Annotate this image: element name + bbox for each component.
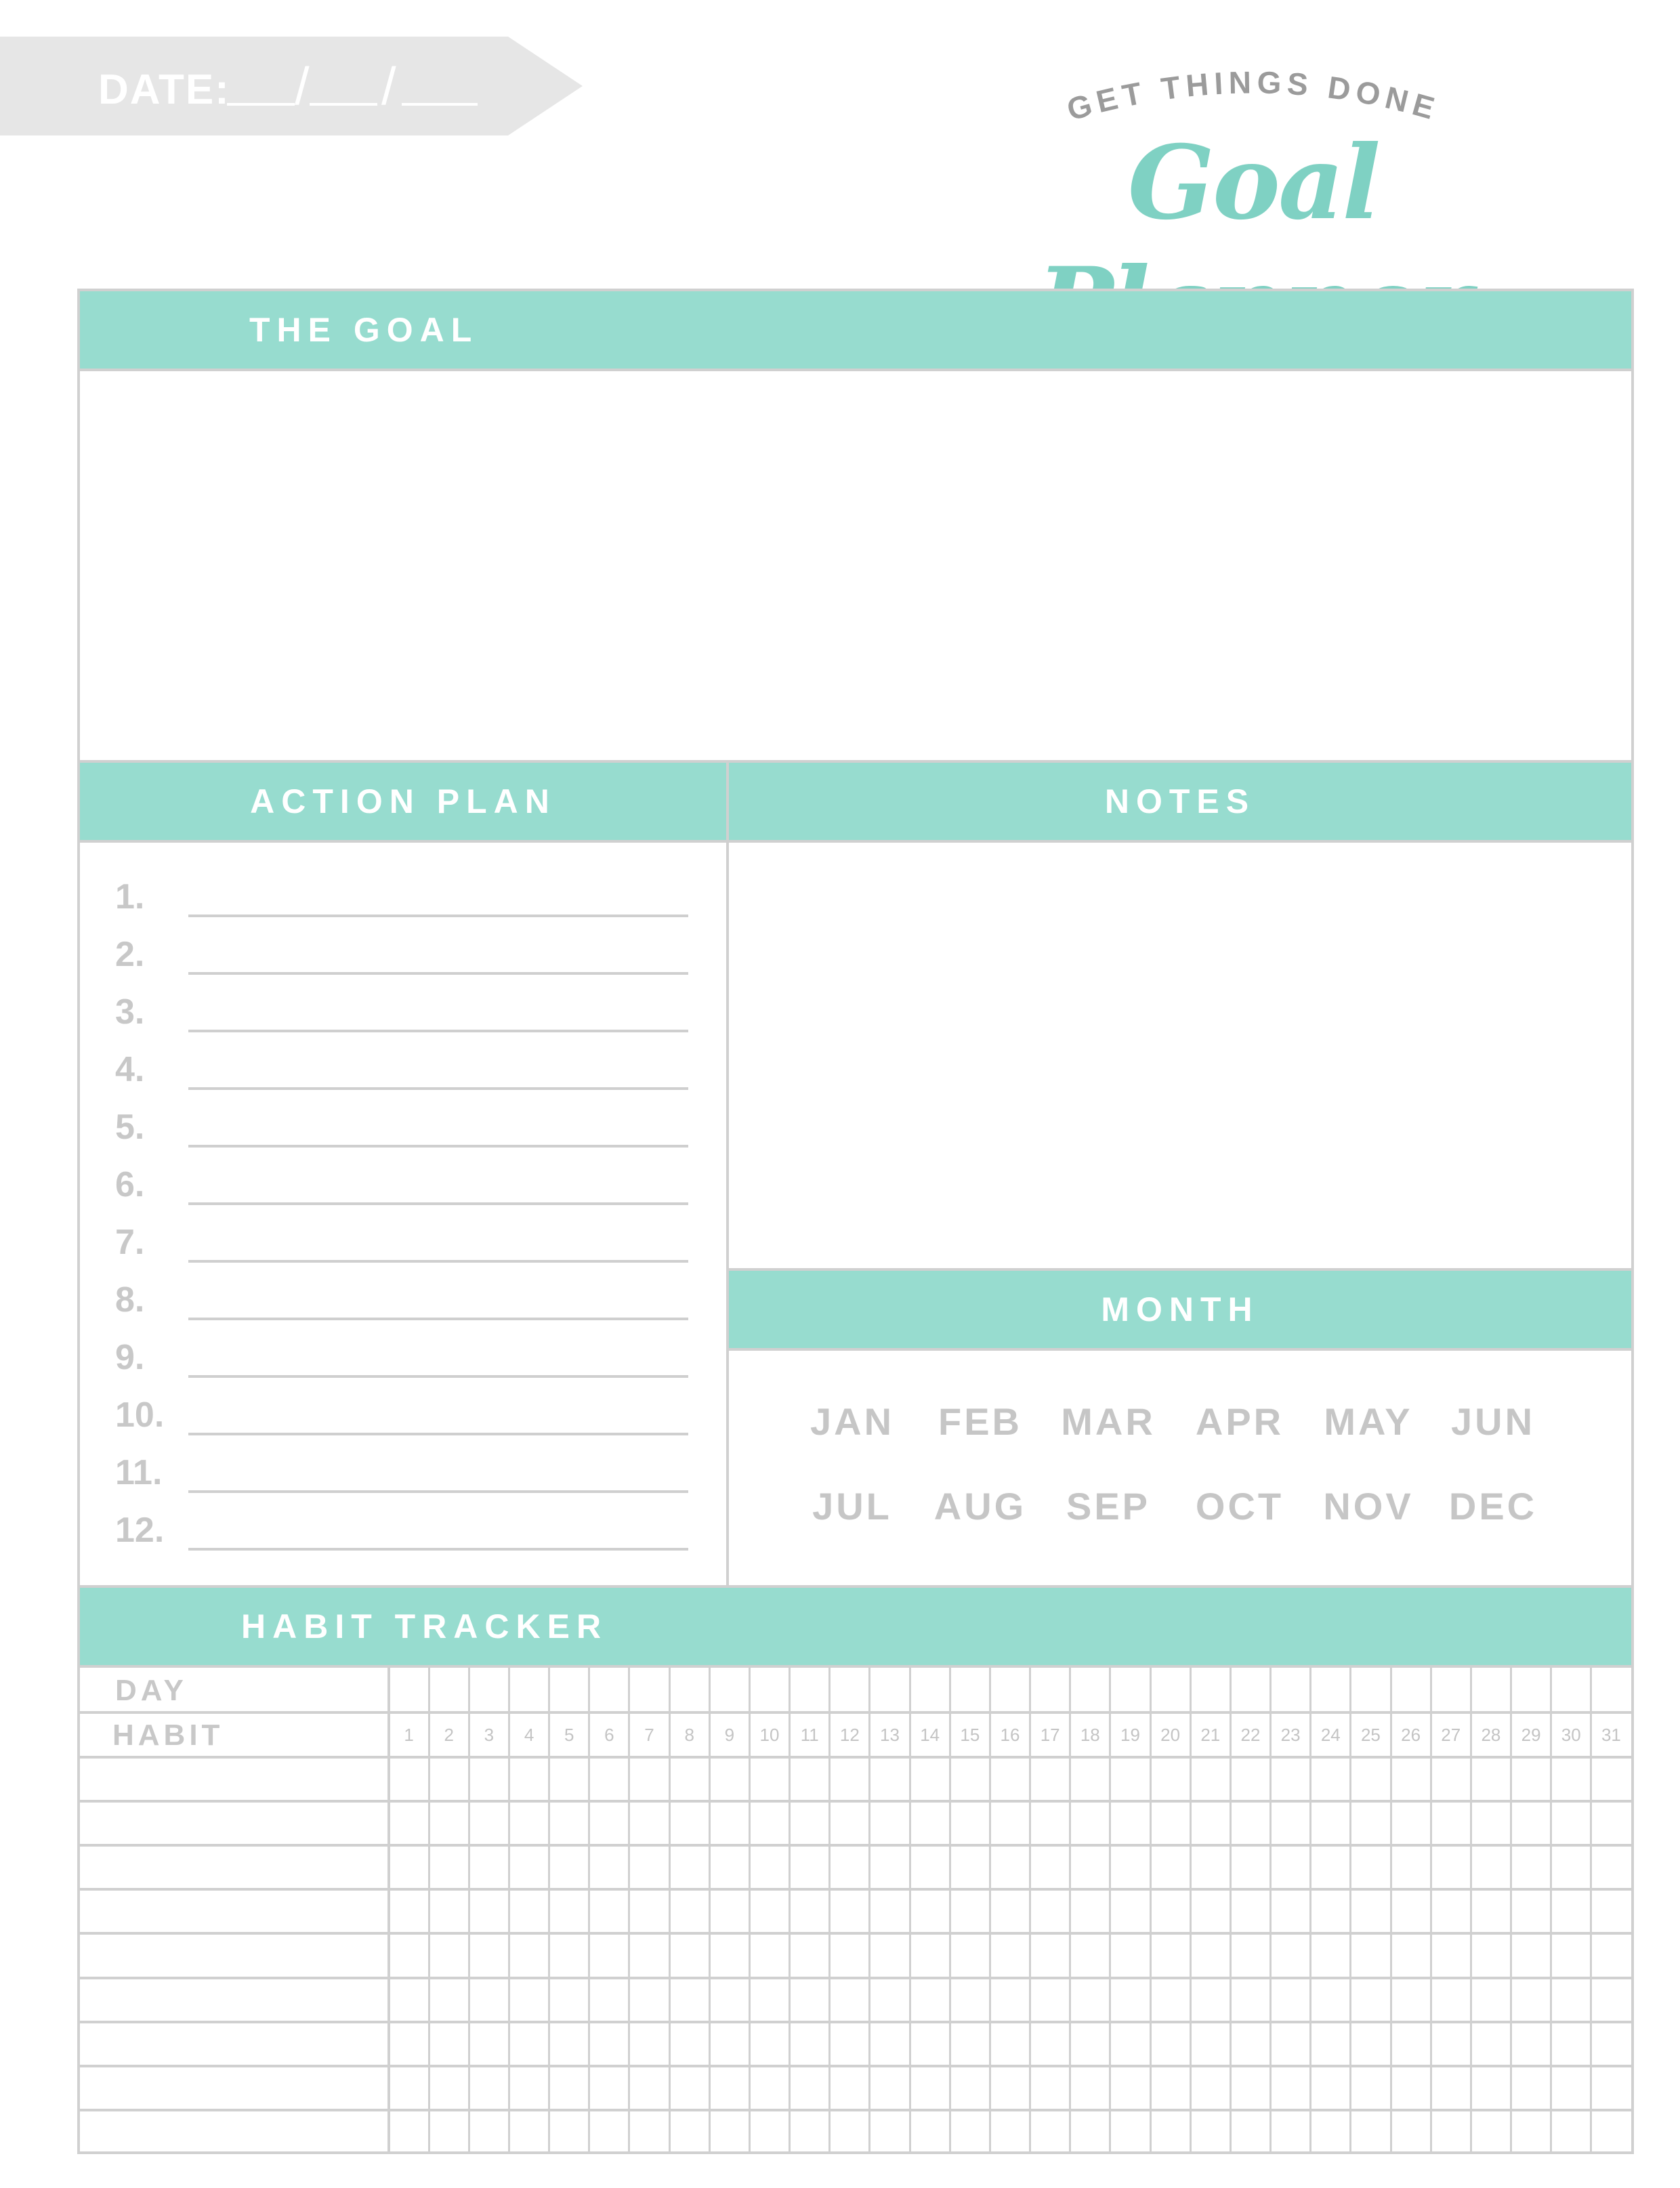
action-item-number: 5. [115,1108,145,1147]
habit-tracker-panel [77,1585,1634,2154]
action-item-line [188,1490,688,1493]
action-item-number: 11. [115,1453,163,1492]
action-item-number: 7. [115,1223,145,1262]
page-title: Goal [1127,123,1379,243]
action-item[interactable] [80,1106,726,1153]
day-number: 27 [1441,1725,1461,1745]
month-option[interactable]: OCT [1195,1485,1284,1528]
goal-writing-area[interactable] [80,371,1631,763]
day-number: 25 [1360,1725,1381,1745]
month-option[interactable]: MAR [1061,1400,1156,1443]
month-option[interactable]: SEP [1066,1485,1151,1528]
date-field[interactable] [227,58,484,119]
day-number: 6 [604,1725,614,1745]
day-number: 11 [800,1725,819,1745]
action-plan-title: ACTION PLAN [250,782,556,820]
action-item-line [188,1318,688,1320]
day-number: 23 [1280,1725,1301,1745]
action-item[interactable] [80,1509,726,1556]
action-item[interactable] [80,1163,726,1211]
notes-header [729,763,1631,840]
habit-grid [80,1668,1631,2154]
month-header [729,1271,1631,1348]
day-number: 4 [524,1725,534,1745]
day-number: 2 [444,1725,454,1745]
action-item-number: 1. [115,877,145,917]
habit-name-cell[interactable] [80,1935,386,1976]
day-number: 17 [1040,1725,1060,1745]
action-plan-panel [77,760,729,1588]
action-item-number: 2. [115,935,145,974]
notes-title: NOTES [1104,782,1256,820]
day-number: 21 [1200,1725,1221,1745]
habit-name-cell[interactable] [80,1979,386,2021]
action-item[interactable] [80,1221,726,1268]
action-item[interactable] [80,933,726,980]
action-item-line [188,1087,688,1090]
action-item[interactable] [80,1393,726,1441]
action-item-line [188,914,688,917]
action-item-number: 8. [115,1280,145,1320]
notes-writing-area[interactable] [729,843,1631,1272]
month-option[interactable]: JAN [810,1400,895,1443]
action-item-number: 6. [115,1165,145,1204]
month-option[interactable]: NOV [1323,1485,1414,1528]
day-number: 5 [564,1725,574,1745]
action-item[interactable] [80,875,726,923]
action-plan-header [80,763,726,840]
action-item[interactable] [80,1451,726,1498]
day-number: 29 [1521,1725,1541,1745]
day-number: 31 [1601,1725,1621,1745]
month-option[interactable]: FEB [938,1400,1022,1443]
day-number: 18 [1080,1725,1100,1745]
habit-name-cell[interactable] [80,2111,386,2153]
action-item[interactable] [80,1336,726,1383]
date-separator: / [381,58,396,116]
day-number: 16 [1000,1725,1020,1745]
month-option[interactable]: MAY [1324,1400,1413,1443]
notes-panel [726,760,1634,1272]
day-number: 14 [920,1725,940,1745]
habit-tracker-title: HABIT TRACKER [241,1607,608,1645]
habit-name-cell[interactable] [80,1891,386,1932]
day-number: 7 [644,1725,654,1745]
day-number: 1 [404,1725,414,1745]
action-item-line [188,1030,688,1032]
habit-name-cell[interactable] [80,2067,386,2109]
day-number: 22 [1240,1725,1261,1745]
action-item-line [188,1260,688,1263]
action-item[interactable] [80,1048,726,1095]
month-title: MONTH [1101,1290,1259,1328]
action-item-line [188,1433,688,1435]
month-option[interactable]: AUG [933,1485,1027,1528]
goal-title: THE GOAL [249,311,479,349]
habit-name-cell[interactable] [80,1847,386,1888]
action-item-number: 4. [115,1050,145,1089]
day-number: 12 [839,1725,860,1745]
habit-tracker-header [80,1588,1631,1665]
day-number: 26 [1401,1725,1421,1745]
day-number: 19 [1120,1725,1140,1745]
day-number: 20 [1160,1725,1181,1745]
day-number: 9 [724,1725,735,1745]
month-option[interactable]: JUN [1450,1400,1536,1443]
goal-panel [77,289,1634,763]
month-option[interactable]: JUL [812,1485,892,1528]
day-number: 28 [1481,1725,1501,1745]
month-selector [729,1351,1631,1588]
habit-label: HABIT [112,1719,224,1752]
habit-name-cell[interactable] [80,1803,386,1844]
day-number: 13 [880,1725,900,1745]
day-number: 15 [960,1725,980,1745]
month-option[interactable]: APR [1195,1400,1284,1443]
day-number: 8 [684,1725,694,1745]
action-item-line [188,972,688,975]
day-number: 30 [1561,1725,1581,1745]
habit-name-cell[interactable] [80,1759,386,1800]
action-item[interactable] [80,990,726,1038]
svg-text:GET THINGS DONE: GET THINGS DONE [1063,64,1444,127]
action-item-number: 10. [115,1395,165,1435]
day-number: 10 [759,1725,780,1745]
action-item-line [188,1548,688,1551]
action-item-number: 9. [115,1338,145,1377]
action-item-line [188,1145,688,1148]
day-number: 24 [1320,1725,1341,1745]
action-item-number: 3. [115,992,145,1032]
date-separator: / [295,58,310,116]
habit-name-cell[interactable] [80,2023,386,2065]
action-item[interactable] [80,1278,726,1326]
goal-header [80,291,1631,369]
day-label: DAY [115,1674,188,1707]
month-option[interactable]: DEC [1448,1485,1538,1528]
day-number: 3 [484,1725,495,1745]
action-plan-list [80,843,726,1588]
action-item-line [188,1202,688,1205]
action-item-number: 12. [115,1511,165,1550]
date-label: DATE: [98,66,230,113]
action-item-line [188,1375,688,1378]
month-panel [726,1268,1634,1588]
